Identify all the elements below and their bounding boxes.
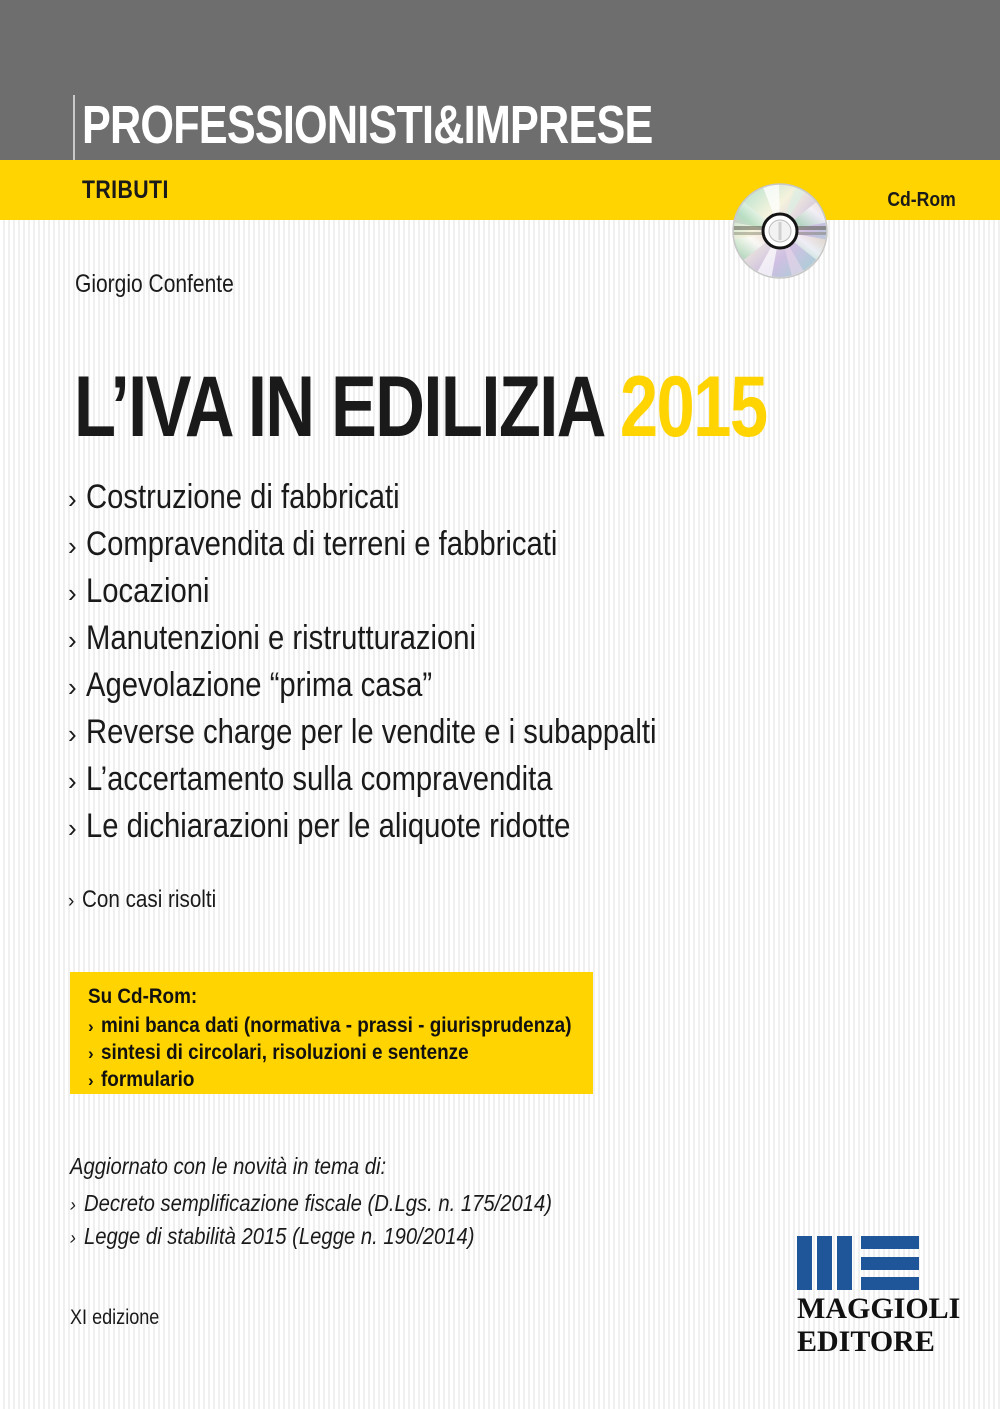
list-item-label: sintesi di circolari, risoluzioni e sentenze — [101, 1041, 469, 1064]
chevron-right-icon: › — [68, 531, 77, 561]
list-item — [68, 574, 828, 621]
publisher-name-line-1: MAGGIOLI — [797, 1292, 961, 1325]
chevron-right-icon: › — [70, 1195, 76, 1215]
updates-block — [70, 1155, 616, 1258]
list-item-label: Legge di stabilità 2015 (Legge n. 190/2014) — [84, 1223, 475, 1249]
chevron-right-icon: › — [88, 1017, 94, 1036]
logo-vertical-bar — [817, 1236, 832, 1290]
list-item — [88, 1042, 593, 1063]
chevron-right-icon: › — [68, 484, 77, 514]
logo-e-bars — [861, 1236, 919, 1290]
list-item-label: Locazioni — [86, 572, 210, 610]
list-item-label: Compravendita di terreni e fabbricati — [86, 525, 558, 563]
maggioli-me-mark-icon — [797, 1236, 919, 1290]
list-item — [68, 621, 828, 668]
chevron-right-icon: › — [70, 1228, 76, 1248]
list-item — [68, 715, 828, 762]
cdrom-contents-box — [70, 972, 593, 1094]
chevron-right-icon: › — [68, 766, 77, 796]
list-item-label: mini banca dati (normativa - prassi - giurisprudenza) — [101, 1014, 572, 1037]
series-title: PROFESSIONISTI&IMPRESE — [82, 95, 653, 155]
chevron-right-icon: › — [68, 813, 77, 843]
edition-label: XI edizione — [70, 1306, 160, 1329]
list-item-label: Reverse charge per le vendite e i subappalti — [86, 713, 657, 751]
list-item — [68, 480, 828, 527]
category-label: TRIBUTI — [82, 176, 169, 204]
chevron-right-icon: › — [68, 625, 77, 655]
list-item-label: Agevolazione “prima casa” — [86, 666, 433, 704]
list-item-label: Decreto semplificazione fiscale (D.Lgs. n. 175/2014) — [84, 1190, 553, 1216]
list-item-label: Manutenzioni e ristrutturazioni — [86, 619, 477, 657]
logo-vertical-bar — [837, 1236, 852, 1290]
page-title — [74, 359, 767, 455]
chevron-right-icon: › — [88, 1071, 94, 1090]
list-item-label: Costruzione di fabbricati — [86, 478, 400, 516]
list-item — [68, 809, 828, 856]
author-name: Giorgio Confente — [75, 270, 234, 298]
list-item-label: L’accertamento sulla compravendita — [86, 760, 553, 798]
chevron-right-icon: › — [68, 672, 77, 702]
cd-rom-label: Cd-Rom — [887, 189, 956, 211]
publisher-logo — [797, 1236, 961, 1358]
logo-horizontal-bar — [861, 1257, 919, 1270]
updates-intro: Aggiornato con le novità in tema di: — [70, 1153, 387, 1179]
extra-note-label: Con casi risolti — [82, 886, 217, 913]
title-year: 2015 — [619, 359, 767, 455]
chevron-right-icon: › — [88, 1044, 94, 1063]
topics-list — [68, 480, 828, 856]
logo-horizontal-bar — [861, 1277, 919, 1290]
extra-note — [68, 888, 238, 912]
chevron-right-icon: › — [68, 719, 77, 749]
list-item — [68, 762, 828, 809]
logo-vertical-bar — [797, 1236, 812, 1290]
logo-horizontal-bar — [861, 1236, 919, 1249]
list-item — [88, 1069, 593, 1090]
list-item — [70, 1225, 616, 1248]
list-item-label: formulario — [101, 1068, 195, 1091]
logo-m-bars — [797, 1236, 853, 1290]
list-item — [68, 527, 828, 574]
list-item-label: Le dichiarazioni per le aliquote ridotte — [86, 807, 571, 845]
list-item — [68, 668, 828, 715]
title-main-text: L’IVA IN EDILIZIA — [74, 359, 603, 455]
cd-rom-disc-icon — [731, 182, 829, 280]
list-item — [70, 1192, 616, 1215]
cdrom-box-title: Su Cd-Rom: — [88, 985, 198, 1008]
chevron-right-icon: › — [68, 891, 75, 912]
publisher-name-line-2: EDITORE — [797, 1325, 935, 1358]
chevron-right-icon: › — [68, 578, 77, 608]
list-item — [88, 1015, 593, 1036]
